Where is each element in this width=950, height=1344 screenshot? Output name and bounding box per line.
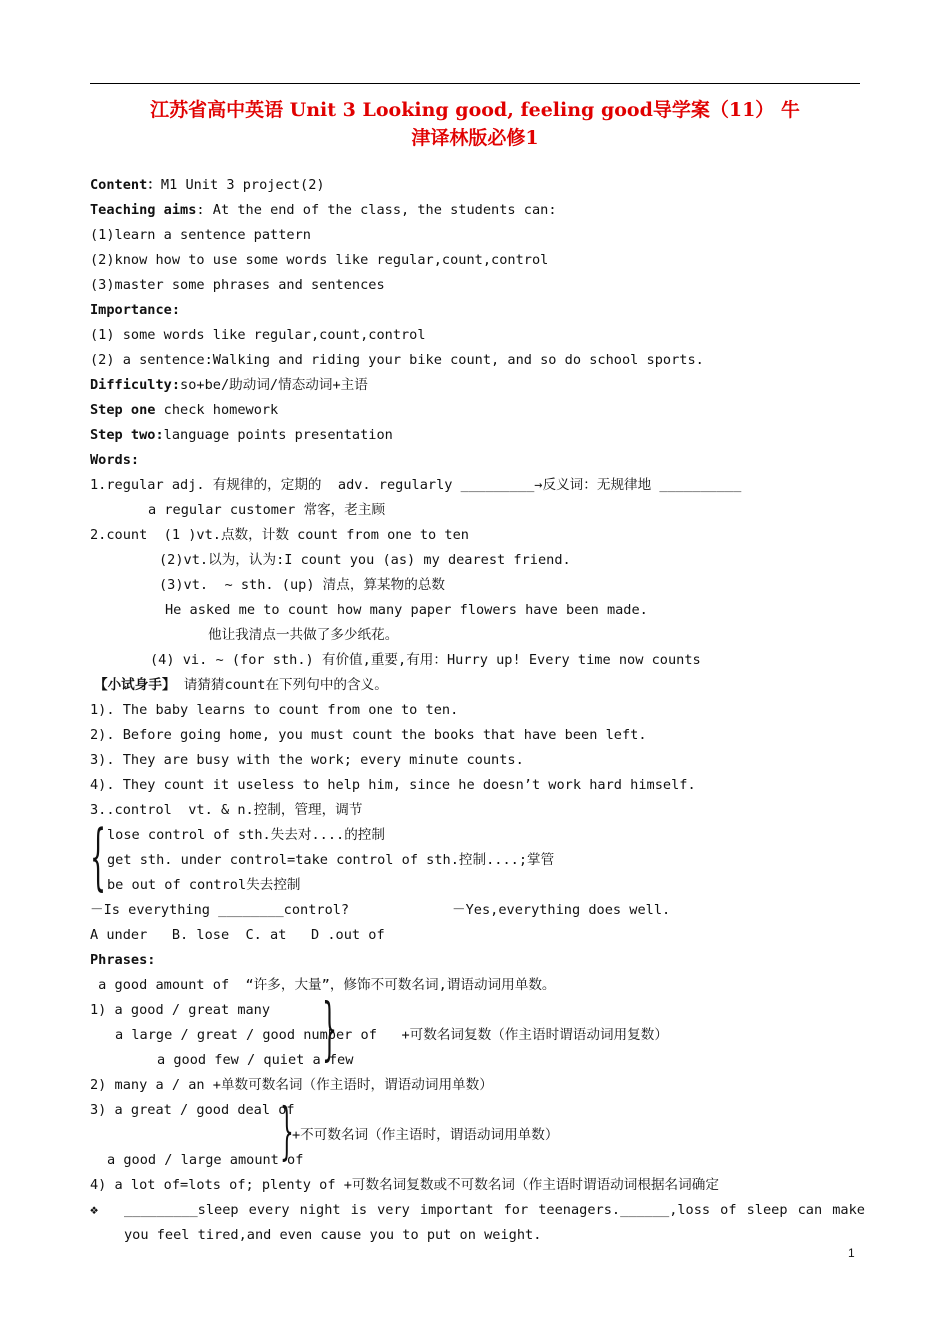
aim-item: (1)learn a sentence pattern (90, 227, 311, 243)
control-item: lose control of sth.失去对....的控制 (107, 827, 385, 843)
phrase-group-3 (90, 1094, 865, 1173)
phrase-group-1 (90, 990, 865, 1073)
header-rule (90, 83, 860, 84)
try-it-item: 2). Before going home, you must count the books that have been left. (90, 727, 647, 743)
content-label: Content： (90, 177, 161, 193)
step-two-line (90, 423, 865, 448)
title-line-2: 津译林版必修1 (411, 127, 539, 149)
importance-item: (2) a sentence:Walking and riding your bike count, and so do school sports. (90, 352, 704, 368)
try-it-line (90, 673, 865, 698)
control-options: A under B. lose C. at D .out of (90, 927, 385, 943)
exercise-item (90, 1198, 865, 1248)
page-number: 1 (848, 1246, 855, 1260)
try-it-label: 【小试身手】 (94, 677, 176, 693)
right-brace-icon: } (280, 1094, 294, 1167)
step-one-text: check homework (155, 402, 279, 418)
words-label: Words: (90, 452, 140, 468)
title-line-1: 江苏省高中英语 Unit 3 Looking good, feeling good导学案（11） 牛 (150, 99, 800, 121)
exercise-text: _________sleep every night is very important for teenagers.______,loss of sleep can make you feel tired,and even cause you to put on weight. (124, 1202, 865, 1243)
step-two-label: Step two: (90, 427, 164, 443)
aim-item: (2)know how to use some words like regular,count,control (90, 252, 549, 268)
step-one-line (90, 398, 865, 423)
step-one-label: Step one (90, 402, 156, 418)
control-group (90, 814, 865, 898)
document-body (90, 173, 865, 1248)
diamond-bullet-icon: ❖ (90, 1202, 99, 1218)
control-item: be out of control失去控制 (107, 877, 301, 893)
left-brace-icon: { (90, 814, 107, 898)
aims-text: : At the end of the class, the students can: (196, 202, 557, 218)
phrase-2: 2) many a / an +单数可数名词（作主语时，谓语动词用单数） (90, 1077, 493, 1093)
try-it-item: 3). They are busy with the work; every minute counts. (90, 752, 524, 768)
phrase-1-line-3: a good few / quiet a few (157, 1052, 354, 1068)
control-line-1: 3..control vt. & n.控制，管理，调节 (90, 802, 363, 818)
step-two-text: language points presentation (163, 427, 393, 443)
content-text: M1 Unit 3 project(2) (160, 177, 325, 193)
difficulty-label: Difficulty: (90, 377, 181, 393)
count-line-3: (3)vt. ~ sth. (up) 清点，算某物的总数 (159, 577, 446, 593)
count-line-6: (4) vi. ~ (for sth.) 有价值,重要,有用：Hurry up! Every time now counts (150, 652, 701, 668)
regular-line-2: a regular customer 常客，老主顾 (148, 502, 386, 518)
try-it-text: 请猜猜count在下列句中的含义。 (175, 677, 388, 693)
right-brace-icon: } (322, 990, 338, 1069)
count-line-4: He asked me to count how many paper flowers have been made. (165, 602, 648, 618)
phrase-1-line-2: a large / great / good number of +可数名词复数（作主语时谓语动词用复数） (115, 1027, 668, 1043)
count-line-1: 2.count (1 )vt.点数，计数 count from one to ten (90, 527, 469, 543)
control-item: get sth. under control=take control of sth.控制....;掌管 (107, 852, 555, 868)
phrase-1-line-1: 1) a good / great many (90, 1002, 271, 1018)
try-it-item: 4). They count it useless to help him, since he doesn’t work hard himself. (90, 777, 696, 793)
content-line (90, 173, 865, 198)
difficulty-text: so+be/助动词/情态动词+主语 (180, 377, 368, 393)
dialog-question: －Is everything ________control? (90, 902, 350, 918)
aim-item: (3)master some phrases and sentences (90, 277, 385, 293)
count-line-5: 他让我清点一共做了多少纸花。 (208, 627, 399, 643)
difficulty-line (90, 373, 865, 398)
phrase-3-line-3: a good / large amount of (107, 1152, 304, 1168)
page-title (90, 96, 860, 152)
phrases-label: Phrases: (90, 952, 156, 968)
phrase-4: 4) a lot of=lots of; plenty of +可数名词复数或不可数名词（作主语时谓语动词根据名词确定 (90, 1177, 719, 1193)
try-it-item: 1). The baby learns to count from one to ten. (90, 702, 459, 718)
control-dialog (90, 898, 865, 923)
aims-label: Teaching aims (90, 202, 197, 218)
importance-item: (1) some words like regular,count,control (90, 327, 426, 343)
count-line-2: (2)vt.以为，认为:I count you (as) my dearest friend. (159, 552, 571, 568)
phrase-3-mid: +不可数名词（作主语时，谓语动词用单数） (292, 1127, 559, 1143)
aims-line (90, 198, 865, 223)
regular-line-1: 1.regular adj. 有规律的，定期的 adv. regularly _________→反义词：无规律地 __________ (90, 477, 742, 493)
phrase-3-line-1: 3) a great / good deal of (90, 1102, 295, 1118)
phrases-intro: a good amount of “许多，大量”，修饰不可数名词,谓语动词用单数。 (90, 977, 556, 993)
importance-label: Importance: (90, 302, 181, 318)
dialog-answer: －Yes,everything does well. (452, 902, 671, 918)
